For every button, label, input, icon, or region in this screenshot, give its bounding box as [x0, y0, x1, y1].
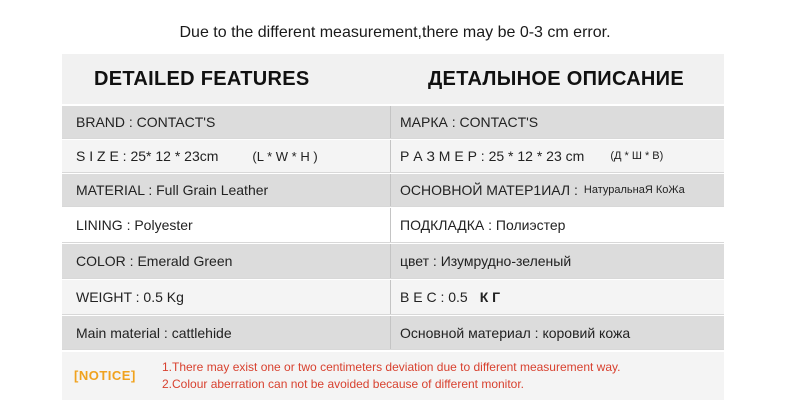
size-ru-value: Р А З М Е Р : 25 * 12 * 23 cm [400, 148, 585, 164]
notice-line-1: 1.There may exist one or two centimeters deviation due to different measurement way. [162, 360, 621, 374]
color-ru: цвет : Изумрудно-зеленый [400, 253, 572, 269]
feature-row-color [62, 244, 724, 279]
measurement-note: Due to the different measurement,there may be 0-3 cm error. [179, 24, 611, 41]
lining-ru: ПОДКЛАДКА : Полиэстер [400, 217, 566, 233]
weight-ru-unit: К Г [479, 289, 501, 305]
feature-row-size [62, 140, 724, 173]
size-ru [400, 140, 663, 172]
header-russian: ДЕТАЛЫНОЕ ОПИСАНИЕ [428, 68, 684, 90]
feature-row-lining [62, 208, 724, 243]
feature-row-main-material [62, 316, 724, 350]
header-english: DETAILED FEATURES [94, 68, 310, 90]
notice-line-2: 2.Colour aberration can not be avoided because of different monitor. [162, 377, 525, 391]
brand-en: BRAND : CONTACT'S [76, 114, 216, 130]
size-en [76, 140, 318, 172]
main-material-en: Main material : cattlehide [76, 324, 232, 341]
main-material-ru: Основной материал : коровий кожа [400, 324, 631, 341]
material-ru-label: ОСНОВНОЙ МАТЕР1ИАЛ : [400, 182, 578, 198]
weight-ru [400, 280, 500, 314]
weight-en: WEIGHT : 0.5 Kg [76, 289, 184, 305]
features-header [62, 54, 724, 104]
material-ru [400, 174, 685, 206]
brand-ru: МАРКА : CONTACT'S [400, 114, 539, 130]
feature-row-material [62, 174, 724, 207]
feature-row-brand [62, 106, 724, 139]
color-en: COLOR : Emerald Green [76, 253, 233, 269]
material-en: MATERIAL : Full Grain Leather [76, 182, 269, 198]
size-en-value: S I Z E : 25* 12 * 23cm [76, 148, 219, 164]
weight-ru-value: В Е С : 0.5 [400, 289, 468, 305]
material-ru-value: НатуральнаЯ КоЖа [583, 184, 685, 196]
size-en-dims: (L * W * H ) [252, 148, 318, 164]
lining-en: LINING : Polyester [76, 217, 193, 233]
size-ru-dims: (Д * Ш * В) [610, 150, 664, 162]
notice-tag: [NOTICE] [74, 368, 136, 383]
feature-row-weight [62, 280, 724, 315]
